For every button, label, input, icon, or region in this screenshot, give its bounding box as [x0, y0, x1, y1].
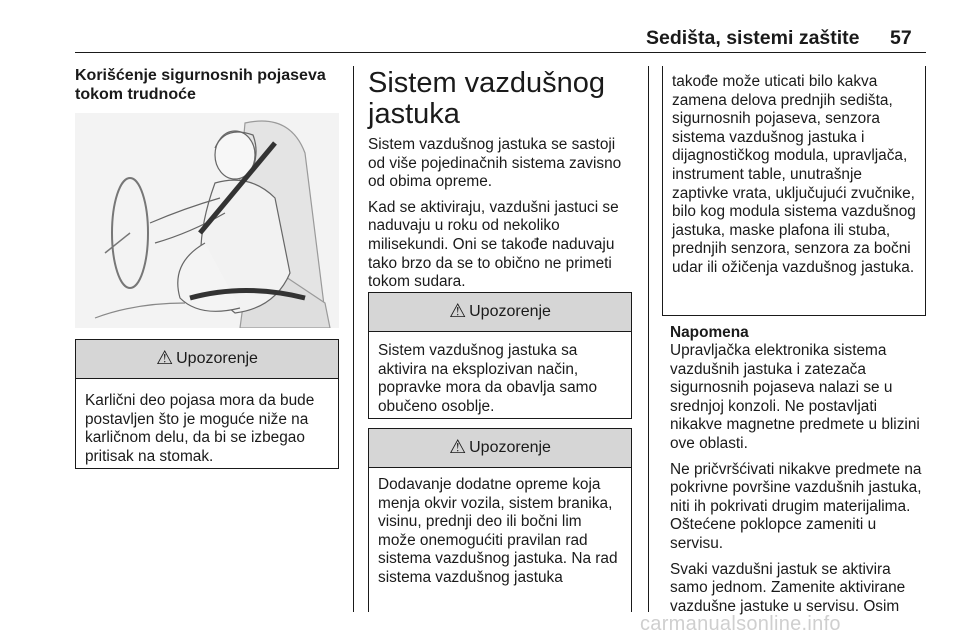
warning-triangle-icon: ⚠	[449, 300, 467, 322]
warning-header	[369, 293, 631, 332]
header-rule	[75, 52, 926, 53]
note-text: Upravljačka elektronika sistema vazdušnih jastuka i zatezača sigurnosnih pojaseva nalazi se u srednjoj konzoli. Ne postavljati nikakve magnetne predmete u blizini ove oblasti.	[670, 342, 920, 452]
warning-text: Dodavanje dodatne opreme koja menja okvir vozila, sistem branika, visinu, prednji deo ili bočni lim može onemogućiti pravilan rad sistema vazdušnog jastuka. Na rad sistema vazdušnog jastuka	[378, 476, 618, 586]
warning-triangle-icon: ⚠	[449, 436, 467, 458]
warning-continued-text: takođe može uticati bilo kakva zamena delova prednjih sedišta, sigurnosnih pojaseva, senzora sistema vazdušnog jastuka i dijagnostičkog modula, upravljača, instrument table, unutrašnje zaptivke vrata, uključujući zvučnike, bilo kog modula sistema vazdušnog jastuka, maske plafona ili stuba, prednjih senzora, senzora za bočni udar ili ožičenja vazdušnog jastuka.	[672, 73, 916, 276]
note-content	[670, 342, 926, 623]
warning-box-explosive	[368, 292, 632, 419]
section-title-airbag: Sistem vazdušnog jastuka	[368, 67, 605, 130]
page-number: 57	[890, 27, 912, 49]
warning-text: Karlični deo pojasa mora da bude postavljen što je moguće niže na karličnom delu, da bi se izbegao pritisak na stomak.	[85, 392, 315, 465]
pregnant-woman-seatbelt-illustration	[75, 113, 339, 328]
warning-box-pelvic-belt	[75, 339, 339, 469]
paragraph-intro-1: Sistem vazdušnog jastuka se sastoji od više pojedinačnih sistema zavisno od obima opreme.	[368, 136, 622, 191]
warning-header	[76, 340, 338, 379]
section-heading-pregnancy: Korišćenje sigurnosnih pojaseva tokom trudnoće	[75, 67, 326, 103]
warning-title: Upozorenje	[176, 350, 258, 367]
warning-box-continued	[662, 66, 926, 316]
warning-text: Sistem vazdušnog jastuka sa aktivira na eksplozivan način, popravke mora da obavlja samo obučeno osoblje.	[378, 342, 598, 415]
paragraph-covers: Ne pričvršćivati nikakve predmete na pokrivne površine vazdušnih jastuka, niti ih pokrivati drugim materijalima. Oštećene poklopce zameniti u servisu.	[670, 460, 922, 552]
paragraph-activation: Svaki vazdušni jastuk se aktivira samo jednom. Zamenite aktivirane vazdušne jastuke u servisu. Osim	[670, 560, 906, 615]
warning-triangle-icon: ⚠	[156, 347, 174, 369]
warning-title: Upozorenje	[469, 303, 551, 320]
illustration-drawing	[75, 113, 339, 328]
warning-box-additional-equipment	[368, 428, 632, 612]
note-heading: Napomena	[670, 324, 749, 341]
page-header-title: Sedišta, sistemi zaštite	[646, 27, 860, 49]
warning-title: Upozorenje	[469, 439, 551, 456]
watermark-text: carmanualsonline.info	[640, 613, 841, 635]
warning-header	[369, 429, 631, 468]
airbag-intro-text	[368, 136, 634, 299]
paragraph-intro-2: Kad se aktiviraju, vazdušni jastuci se naduvaju u roku od nekoliko milisekundi. Oni se takođe naduvaju tako brzo da se to obično ne primeti tokom sudara.	[368, 198, 619, 291]
column-divider-right	[648, 66, 649, 612]
column-divider-left	[353, 66, 354, 612]
